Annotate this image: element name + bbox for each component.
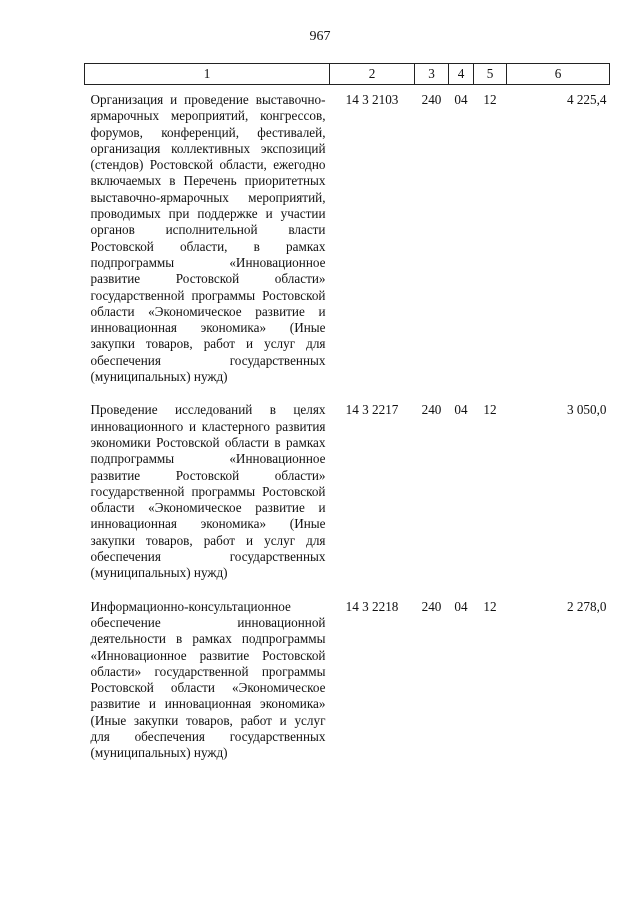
row-expense-type: 240 (421, 598, 442, 614)
row-subsection: 12 (483, 92, 497, 107)
row-amount: 2 278,0 (566, 598, 607, 614)
row-section: 04 (454, 598, 468, 614)
row-subsection: 12 (483, 598, 497, 614)
table-row (85, 592, 610, 772)
row-subsection: 12 (483, 402, 497, 418)
table-body (85, 85, 610, 772)
table-row (85, 85, 610, 396)
header-col-6: 6 (507, 64, 610, 85)
header-col-1: 1 (85, 64, 330, 85)
page-number: 967 (309, 29, 331, 44)
row-description: Информационно-консультационное обеспечение инновационной деятельности в рамках подпрограммы «Инновационное развитие Ростовской области» государственной программы Ростовской области «Экономическое развитие и инновационная экономика» (Иные закупки товаров, работ и услуг для обеспечения государственных (муниципальных) нужд) (90, 598, 326, 761)
budget-table (84, 63, 610, 772)
header-col-5: 5 (474, 64, 507, 85)
header-col-4: 4 (449, 64, 474, 85)
table-header (85, 64, 610, 85)
row-target-code: 14 3 2103 (345, 92, 399, 107)
row-target-code: 14 3 2218 (345, 598, 399, 614)
header-col-2: 2 (330, 64, 415, 85)
row-section: 04 (454, 402, 468, 418)
row-amount: 4 225,4 (566, 92, 607, 107)
row-description: Проведение исследований в целях инновационного и кластерного развития экономики Ростовской области в рамках подпрограммы «Инновационное развитие Ростовской области» государственной программы Ростовской области «Экономическое развитие и инновационная экономика» (Иные закупки товаров, работ и услуг для обеспечения государственных (муниципальных) нужд) (90, 402, 326, 581)
header-row (85, 64, 610, 85)
row-description: Организация и проведение выставочно-ярмарочных мероприятий, конгрессов, форумов, конференций, фестивалей, организация коллективных экспозиций (стендов) Ростовской области, ежегодно включаемых в Перечень приоритетных выставочно-ярмарочных мероприятий, проводимых при поддержке и участии органов исполнительной власти Ростовской области, в рамках подпрограммы «Инновационное развитие Ростовской области» государственной программы Ростовской области «Экономическое развитие и инновационная экономика» (Иные закупки товаров, работ и услуг для обеспечения государственных (муниципальных) нужд) (90, 92, 326, 385)
row-expense-type: 240 (421, 92, 442, 107)
row-target-code: 14 3 2217 (345, 402, 399, 418)
row-expense-type: 240 (421, 402, 442, 418)
row-amount: 3 050,0 (566, 402, 607, 418)
row-section: 04 (454, 92, 468, 107)
table-row (85, 395, 610, 591)
header-col-3: 3 (415, 64, 449, 85)
